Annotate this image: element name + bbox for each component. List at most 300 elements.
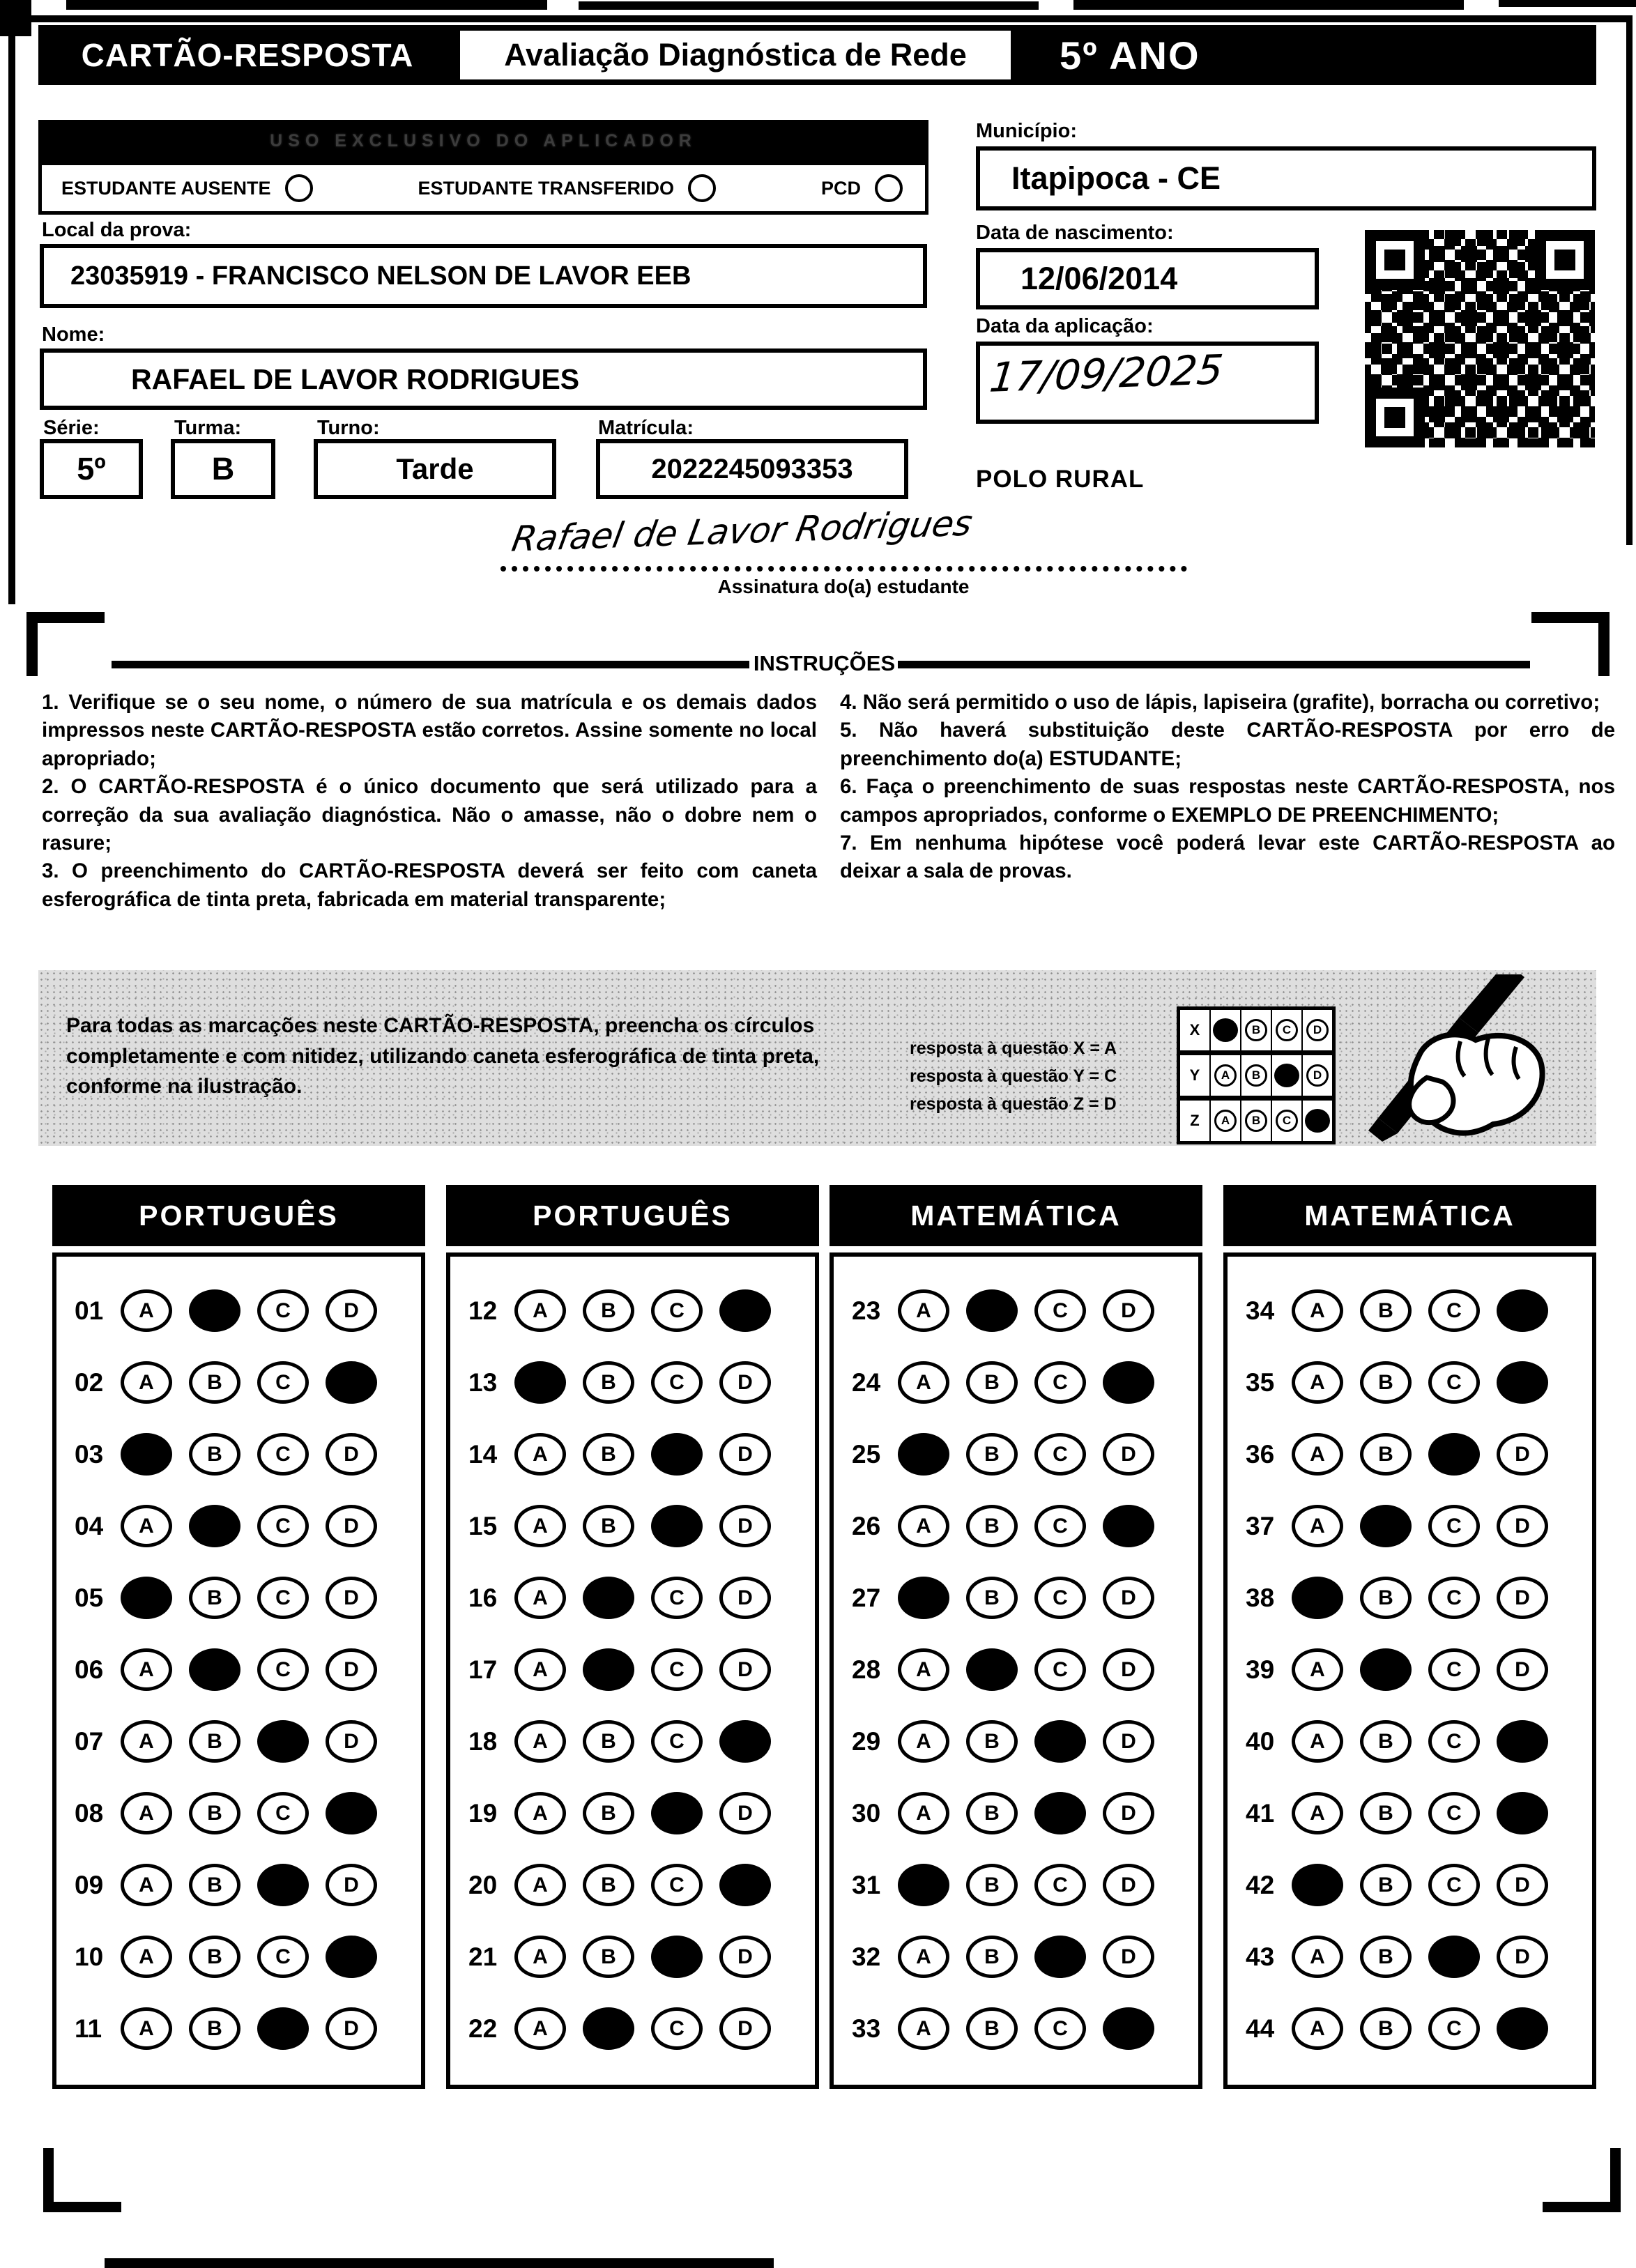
bubble-q26-A[interactable]: A [898, 1505, 949, 1547]
bubble-q41-D[interactable] [1497, 1792, 1548, 1834]
bubble-q21-C[interactable] [651, 1936, 703, 1978]
local-da-prova-field [40, 244, 927, 308]
bubble-q04-A[interactable]: A [121, 1505, 172, 1547]
question-number: 41 [1246, 1798, 1275, 1828]
bubble-q44-B[interactable]: B [1360, 2007, 1412, 2050]
example-grid-row [1180, 1101, 1332, 1141]
bubble-q01-A[interactable]: A [121, 1289, 172, 1332]
bubble-q32-B[interactable]: B [966, 1936, 1018, 1978]
card-title: CARTÃO-RESPOSTA [38, 25, 457, 85]
bubble-q39-B[interactable] [1360, 1648, 1412, 1691]
question-number: 09 [75, 1870, 104, 1899]
answer-row [1228, 1634, 1592, 1706]
bubble-q42-A[interactable] [1292, 1864, 1343, 1906]
bubble-q07-C[interactable] [257, 1720, 309, 1763]
local-da-prova-label: Local da prova: [42, 219, 192, 241]
bubble-q42-D[interactable]: D [1497, 1864, 1548, 1906]
bubble-q29-B[interactable]: B [966, 1720, 1018, 1763]
bubble-q29-C[interactable] [1034, 1720, 1086, 1763]
question-number: 07 [75, 1726, 104, 1756]
bubble-q08-D[interactable] [326, 1792, 377, 1834]
status-circle-estudante-transferido[interactable] [688, 174, 716, 202]
question-number: 39 [1246, 1655, 1275, 1684]
answer-section-portugues-1 [52, 1185, 425, 2089]
answer-section-title: PORTUGUÊS [52, 1185, 425, 1246]
answer-row [834, 1347, 1198, 1418]
answer-row [56, 1706, 421, 1777]
bubble-q06-D[interactable]: D [326, 1648, 377, 1691]
answer-row [1228, 1849, 1592, 1921]
question-number: 03 [75, 1439, 104, 1469]
question-number: 12 [468, 1296, 498, 1325]
nome-label: Nome: [42, 323, 105, 346]
matricula-label: Matrícula: [598, 417, 694, 439]
applicator-exclusive-bar: USO EXCLUSIVO DO APLICADOR [38, 120, 928, 162]
scan-artifact [579, 1, 1039, 10]
bubble-q04-B[interactable] [189, 1505, 240, 1547]
bubble-q23-C[interactable]: C [1034, 1289, 1086, 1332]
fill-example-legend [910, 1034, 1168, 1118]
bubble-q11-C[interactable] [257, 2007, 309, 2050]
bubble-q38-D[interactable]: D [1497, 1577, 1548, 1619]
example-row-label: Z [1180, 1101, 1211, 1141]
bubble-q12-A[interactable]: A [514, 1289, 566, 1332]
bubble-q27-B[interactable]: B [966, 1577, 1018, 1619]
turno-label: Turno: [317, 417, 380, 439]
bubble-q29-A[interactable]: A [898, 1720, 949, 1763]
bubble-q16-C[interactable]: C [651, 1577, 703, 1619]
answer-row [56, 1490, 421, 1562]
bubble-q08-B[interactable]: B [189, 1792, 240, 1834]
question-number: 08 [75, 1798, 104, 1828]
bubble-q33-D[interactable] [1103, 2007, 1154, 2050]
bubble-q19-A[interactable]: A [514, 1792, 566, 1834]
bubble-q10-C[interactable]: C [257, 1936, 309, 1978]
question-number: 06 [75, 1655, 104, 1684]
bubble-q20-B[interactable]: B [583, 1864, 634, 1906]
fill-example-band [38, 970, 1596, 1146]
answer-row [1228, 1706, 1592, 1777]
bubble-q14-D[interactable]: D [719, 1433, 771, 1476]
example-bubble-X-A [1213, 1018, 1238, 1042]
bubble-q25-A[interactable] [898, 1433, 949, 1476]
bubble-q13-B[interactable]: B [583, 1361, 634, 1404]
bubble-q08-C[interactable]: C [257, 1792, 309, 1834]
question-number: 44 [1246, 2014, 1275, 2043]
bubble-q21-A[interactable]: A [514, 1936, 566, 1978]
bubble-q18-B[interactable]: B [583, 1720, 634, 1763]
bubble-q32-A[interactable]: A [898, 1936, 949, 1978]
page-border-line [0, 15, 1631, 22]
polo-label: POLO RURAL [976, 466, 1145, 493]
bubble-q19-D[interactable]: D [719, 1792, 771, 1834]
bubble-q26-C[interactable]: C [1034, 1505, 1086, 1547]
bubble-q32-D[interactable]: D [1103, 1936, 1154, 1978]
bubble-q25-D[interactable]: D [1103, 1433, 1154, 1476]
example-cell [1211, 1101, 1241, 1141]
bubble-q21-B[interactable]: B [583, 1936, 634, 1978]
answer-row [450, 1347, 815, 1418]
bubble-q27-A[interactable] [898, 1577, 949, 1619]
page-border-line [1626, 15, 1633, 545]
bubble-q41-A[interactable]: A [1292, 1792, 1343, 1834]
answer-row [1228, 1777, 1592, 1849]
municipio-field [976, 146, 1596, 210]
answer-row [56, 1275, 421, 1347]
bubble-q40-D[interactable] [1497, 1720, 1548, 1763]
bubble-q09-D[interactable]: D [326, 1864, 377, 1906]
bubble-q10-D[interactable] [326, 1936, 377, 1978]
bubble-q34-C[interactable]: C [1428, 1289, 1480, 1332]
bubble-q05-C[interactable]: C [257, 1577, 309, 1619]
status-circle-pcd[interactable] [875, 174, 903, 202]
question-number: 18 [468, 1726, 498, 1756]
bubble-q13-A[interactable] [514, 1361, 566, 1404]
bubble-q34-A[interactable]: A [1292, 1289, 1343, 1332]
bubble-q02-C[interactable]: C [257, 1361, 309, 1404]
bubble-q27-D[interactable]: D [1103, 1577, 1154, 1619]
question-number: 40 [1246, 1726, 1275, 1756]
bubble-q44-C[interactable]: C [1428, 2007, 1480, 2050]
answer-row [834, 1634, 1198, 1706]
answer-row [450, 1634, 815, 1706]
bubble-q25-C[interactable]: C [1034, 1433, 1086, 1476]
question-number: 15 [468, 1511, 498, 1540]
bubble-q20-C[interactable]: C [651, 1864, 703, 1906]
bubble-q38-A[interactable] [1292, 1577, 1343, 1619]
question-number: 31 [852, 1870, 881, 1899]
bubble-q24-B[interactable]: B [966, 1361, 1018, 1404]
status-checkbox-row [38, 162, 928, 215]
bubble-q09-B[interactable]: B [189, 1864, 240, 1906]
bubble-q15-D[interactable]: D [719, 1505, 771, 1547]
bubble-q01-D[interactable]: D [326, 1289, 377, 1332]
question-number: 32 [852, 1942, 881, 1971]
bubble-q11-B[interactable]: B [189, 2007, 240, 2050]
answer-row [834, 1490, 1198, 1562]
question-number: 16 [468, 1583, 498, 1612]
bubble-q43-B[interactable]: B [1360, 1936, 1412, 1978]
bubble-q01-C[interactable]: C [257, 1289, 309, 1332]
bubble-q02-A[interactable]: A [121, 1361, 172, 1404]
bubble-q14-B[interactable]: B [583, 1433, 634, 1476]
question-number: 30 [852, 1798, 881, 1828]
answer-section-title: PORTUGUÊS [446, 1185, 819, 1246]
bubble-q38-B[interactable]: B [1360, 1577, 1412, 1619]
question-number: 02 [75, 1367, 104, 1397]
bubble-q35-A[interactable]: A [1292, 1361, 1343, 1404]
bubble-q20-A[interactable]: A [514, 1864, 566, 1906]
grade-title: 5º ANO [1060, 33, 1200, 77]
answer-row [834, 1777, 1198, 1849]
bubble-q04-D[interactable]: D [326, 1505, 377, 1547]
question-number: 17 [468, 1655, 498, 1684]
bubble-q13-C[interactable]: C [651, 1361, 703, 1404]
answer-row [834, 1706, 1198, 1777]
question-number: 21 [468, 1942, 498, 1971]
instructions-title: INSTRUÇÕES [753, 651, 896, 675]
answer-row [56, 1562, 421, 1634]
bubble-q32-C[interactable] [1034, 1936, 1086, 1978]
bubble-q33-A[interactable]: A [898, 2007, 949, 2050]
bubble-q03-C[interactable]: C [257, 1433, 309, 1476]
instruction-item: 5. Não haverá substituição deste CARTÃO-RESPOSTA por erro de preenchimento do(a) ESTUDANTE; [840, 719, 1615, 770]
turno-field [314, 439, 556, 499]
answer-row [834, 1562, 1198, 1634]
answer-grid [446, 1252, 819, 2089]
question-number: 13 [468, 1367, 498, 1397]
bubble-q09-C[interactable] [257, 1864, 309, 1906]
bubble-q25-B[interactable]: B [966, 1433, 1018, 1476]
answer-row [56, 1921, 421, 1993]
bubble-q35-B[interactable]: B [1360, 1361, 1412, 1404]
bubble-q03-D[interactable]: D [326, 1433, 377, 1476]
bubble-q16-B[interactable] [583, 1577, 634, 1619]
bubble-q15-C[interactable] [651, 1505, 703, 1547]
example-grid-row [1180, 1010, 1332, 1055]
bubble-q10-B[interactable]: B [189, 1936, 240, 1978]
example-legend-line: resposta à questão X = A [910, 1039, 1117, 1058]
bubble-q06-B[interactable] [189, 1648, 240, 1691]
status-item [61, 174, 313, 202]
example-cell [1211, 1010, 1241, 1050]
bubble-q35-C[interactable]: C [1428, 1361, 1480, 1404]
example-row-label: Y [1180, 1055, 1211, 1096]
bubble-q26-B[interactable]: B [966, 1505, 1018, 1547]
example-cell [1211, 1055, 1241, 1096]
bubble-q17-C[interactable]: C [651, 1648, 703, 1691]
bubble-q17-B[interactable] [583, 1648, 634, 1691]
answer-row [834, 1418, 1198, 1490]
example-bubble-X-D: D [1306, 1019, 1329, 1041]
bubble-q27-C[interactable]: C [1034, 1577, 1086, 1619]
answer-row [56, 1418, 421, 1490]
bubble-q42-C[interactable]: C [1428, 1864, 1480, 1906]
question-number: 42 [1246, 1870, 1275, 1899]
bubble-q31-A[interactable] [898, 1864, 949, 1906]
bubble-q07-B[interactable]: B [189, 1720, 240, 1763]
status-circle-estudante-ausente[interactable] [285, 174, 313, 202]
answer-row [450, 1993, 815, 2064]
answer-row [1228, 1921, 1592, 1993]
bubble-q02-D[interactable] [326, 1361, 377, 1404]
bubble-q18-C[interactable]: C [651, 1720, 703, 1763]
bubble-q22-A[interactable]: A [514, 2007, 566, 2050]
bubble-q22-C[interactable]: C [651, 2007, 703, 2050]
bubble-q08-A[interactable]: A [121, 1792, 172, 1834]
bubble-q28-C[interactable]: C [1034, 1648, 1086, 1691]
bubble-q15-B[interactable]: B [583, 1505, 634, 1547]
qr-finder-pattern [1365, 388, 1425, 447]
question-number: 22 [468, 2014, 498, 2043]
bubble-q18-A[interactable]: A [514, 1720, 566, 1763]
bubble-q14-C[interactable] [651, 1433, 703, 1476]
scan-artifact [1073, 0, 1464, 10]
answer-row [1228, 1490, 1592, 1562]
question-number: 27 [852, 1583, 881, 1612]
bubble-q14-A[interactable]: A [514, 1433, 566, 1476]
answer-row [450, 1777, 815, 1849]
bubble-q21-D[interactable]: D [719, 1936, 771, 1978]
serie-field [40, 439, 143, 499]
data-nascimento-field [976, 248, 1319, 309]
bubble-q31-C[interactable]: C [1034, 1864, 1086, 1906]
example-cell [1272, 1010, 1303, 1050]
bubble-q29-D[interactable]: D [1103, 1720, 1154, 1763]
bubble-q43-A[interactable]: A [1292, 1936, 1343, 1978]
example-bubble-Z-A: A [1214, 1110, 1237, 1132]
bubble-q37-C[interactable]: C [1428, 1505, 1480, 1547]
divider-line [112, 661, 749, 668]
bubble-q36-C[interactable] [1428, 1433, 1480, 1476]
bubble-q36-B[interactable]: B [1360, 1433, 1412, 1476]
bubble-q30-C[interactable] [1034, 1792, 1086, 1834]
bubble-q13-D[interactable]: D [719, 1361, 771, 1404]
bubble-q11-D[interactable]: D [326, 2007, 377, 2050]
bubble-q39-C[interactable]: C [1428, 1648, 1480, 1691]
bubble-q17-A[interactable]: A [514, 1648, 566, 1691]
bubble-q10-A[interactable]: A [121, 1936, 172, 1978]
answer-row [450, 1849, 815, 1921]
answer-row [450, 1562, 815, 1634]
page-border-line [8, 15, 15, 604]
example-row-label: X [1180, 1010, 1211, 1050]
bubble-q23-B[interactable] [966, 1289, 1018, 1332]
bubble-q15-A[interactable]: A [514, 1505, 566, 1547]
example-bubble-Y-D: D [1306, 1064, 1329, 1087]
bubble-q05-B[interactable]: B [189, 1577, 240, 1619]
example-cell [1241, 1055, 1272, 1096]
bubble-q23-D[interactable]: D [1103, 1289, 1154, 1332]
bubble-q38-C[interactable]: C [1428, 1577, 1480, 1619]
bubble-q37-D[interactable]: D [1497, 1505, 1548, 1547]
bubble-q40-C[interactable]: C [1428, 1720, 1480, 1763]
bubble-q31-B[interactable]: B [966, 1864, 1018, 1906]
bubble-q24-A[interactable]: A [898, 1361, 949, 1404]
bubble-q34-D[interactable] [1497, 1289, 1548, 1332]
bubble-q44-D[interactable] [1497, 2007, 1548, 2050]
matricula-field [596, 439, 908, 499]
bubble-q37-B[interactable] [1360, 1505, 1412, 1547]
bubble-q20-D[interactable] [719, 1864, 771, 1906]
example-bubble-Z-C: C [1276, 1110, 1298, 1132]
bubble-q01-B[interactable] [189, 1289, 240, 1332]
instruction-item: 7. Em nenhuma hipótese você poderá levar este CARTÃO-RESPOSTA ao deixar a sala de provas. [840, 832, 1615, 883]
serie-value: 5º [77, 451, 106, 486]
turma-value: B [211, 451, 235, 486]
bubble-q16-A[interactable]: A [514, 1577, 566, 1619]
question-number: 28 [852, 1655, 881, 1684]
bubble-q05-D[interactable]: D [326, 1577, 377, 1619]
bubble-q23-A[interactable]: A [898, 1289, 949, 1332]
municipio-label: Município: [976, 120, 1077, 142]
bubble-q05-A[interactable] [121, 1577, 172, 1619]
answer-row [56, 1777, 421, 1849]
answer-grid [1223, 1252, 1596, 2089]
local-da-prova-value: 23035919 - FRANCISCO NELSON DE LAVOR EEB [70, 261, 691, 291]
turma-label: Turma: [174, 417, 242, 439]
example-bubble-X-B: B [1245, 1019, 1267, 1041]
bubble-q39-D[interactable]: D [1497, 1648, 1548, 1691]
example-bubble-Z-B: B [1245, 1110, 1267, 1132]
bubble-q12-C[interactable]: C [651, 1289, 703, 1332]
bubble-q42-B[interactable]: B [1360, 1864, 1412, 1906]
bubble-q41-B[interactable]: B [1360, 1792, 1412, 1834]
bubble-q26-D[interactable] [1103, 1505, 1154, 1547]
bubble-q28-A[interactable]: A [898, 1648, 949, 1691]
bubble-q43-C[interactable] [1428, 1936, 1480, 1978]
bubble-q07-A[interactable]: A [121, 1720, 172, 1763]
bubble-q36-A[interactable]: A [1292, 1433, 1343, 1476]
bubble-q31-D[interactable]: D [1103, 1864, 1154, 1906]
scan-artifact [105, 2258, 774, 2268]
bubble-q06-A[interactable]: A [121, 1648, 172, 1691]
bubble-q12-B[interactable]: B [583, 1289, 634, 1332]
bubble-q30-B[interactable]: B [966, 1792, 1018, 1834]
bubble-q34-B[interactable]: B [1360, 1289, 1412, 1332]
bubble-q18-D[interactable] [719, 1720, 771, 1763]
bubble-q44-A[interactable]: A [1292, 2007, 1343, 2050]
bubble-q39-A[interactable]: A [1292, 1648, 1343, 1691]
divider-line [898, 661, 1530, 668]
bubble-q41-C[interactable]: C [1428, 1792, 1480, 1834]
bubble-q35-D[interactable] [1497, 1361, 1548, 1404]
data-aplicacao-handwritten-value: 17/09/2025 [987, 346, 1225, 401]
bubble-q19-C[interactable] [651, 1792, 703, 1834]
bubble-q19-B[interactable]: B [583, 1792, 634, 1834]
bubble-q33-B[interactable]: B [966, 2007, 1018, 2050]
bubble-q12-D[interactable] [719, 1289, 771, 1332]
hand-with-pen-icon [1314, 974, 1551, 1144]
bubble-q28-B[interactable] [966, 1648, 1018, 1691]
bubble-q37-A[interactable]: A [1292, 1505, 1343, 1547]
bubble-q03-A[interactable] [121, 1433, 172, 1476]
example-bubble-Y-A: A [1214, 1064, 1237, 1087]
bubble-q24-C[interactable]: C [1034, 1361, 1086, 1404]
bubble-q16-D[interactable]: D [719, 1577, 771, 1619]
answer-row [56, 1634, 421, 1706]
example-legend-line: resposta à questão Z = D [910, 1094, 1117, 1114]
bubble-q09-A[interactable]: A [121, 1864, 172, 1906]
bubble-q40-A[interactable]: A [1292, 1720, 1343, 1763]
bubble-q11-A[interactable]: A [121, 2007, 172, 2050]
bubble-q30-D[interactable]: D [1103, 1792, 1154, 1834]
data-aplicacao-label: Data da aplicação: [976, 315, 1154, 337]
answer-row [450, 1275, 815, 1347]
bubble-q33-C[interactable]: C [1034, 2007, 1086, 2050]
nome-field [40, 348, 927, 410]
bubble-q36-D[interactable]: D [1497, 1433, 1548, 1476]
status-label: PCD [820, 177, 861, 199]
bubble-q30-A[interactable]: A [898, 1792, 949, 1834]
bubble-q43-D[interactable]: D [1497, 1936, 1548, 1978]
question-number: 01 [75, 1296, 104, 1325]
bubble-q02-B[interactable]: B [189, 1361, 240, 1404]
bubble-q28-D[interactable]: D [1103, 1648, 1154, 1691]
bubble-q22-B[interactable] [583, 2007, 634, 2050]
bubble-q40-B[interactable]: B [1360, 1720, 1412, 1763]
bubble-q07-D[interactable]: D [326, 1720, 377, 1763]
example-bubble-X-C: C [1276, 1019, 1298, 1041]
bubble-q03-B[interactable]: B [189, 1433, 240, 1476]
bubble-q24-D[interactable] [1103, 1361, 1154, 1404]
bubble-q04-C[interactable]: C [257, 1505, 309, 1547]
bubble-q22-D[interactable]: D [719, 2007, 771, 2050]
question-number: 19 [468, 1798, 498, 1828]
serie-label: Série: [43, 417, 100, 439]
bubble-q17-D[interactable]: D [719, 1648, 771, 1691]
bubble-q06-C[interactable]: C [257, 1648, 309, 1691]
